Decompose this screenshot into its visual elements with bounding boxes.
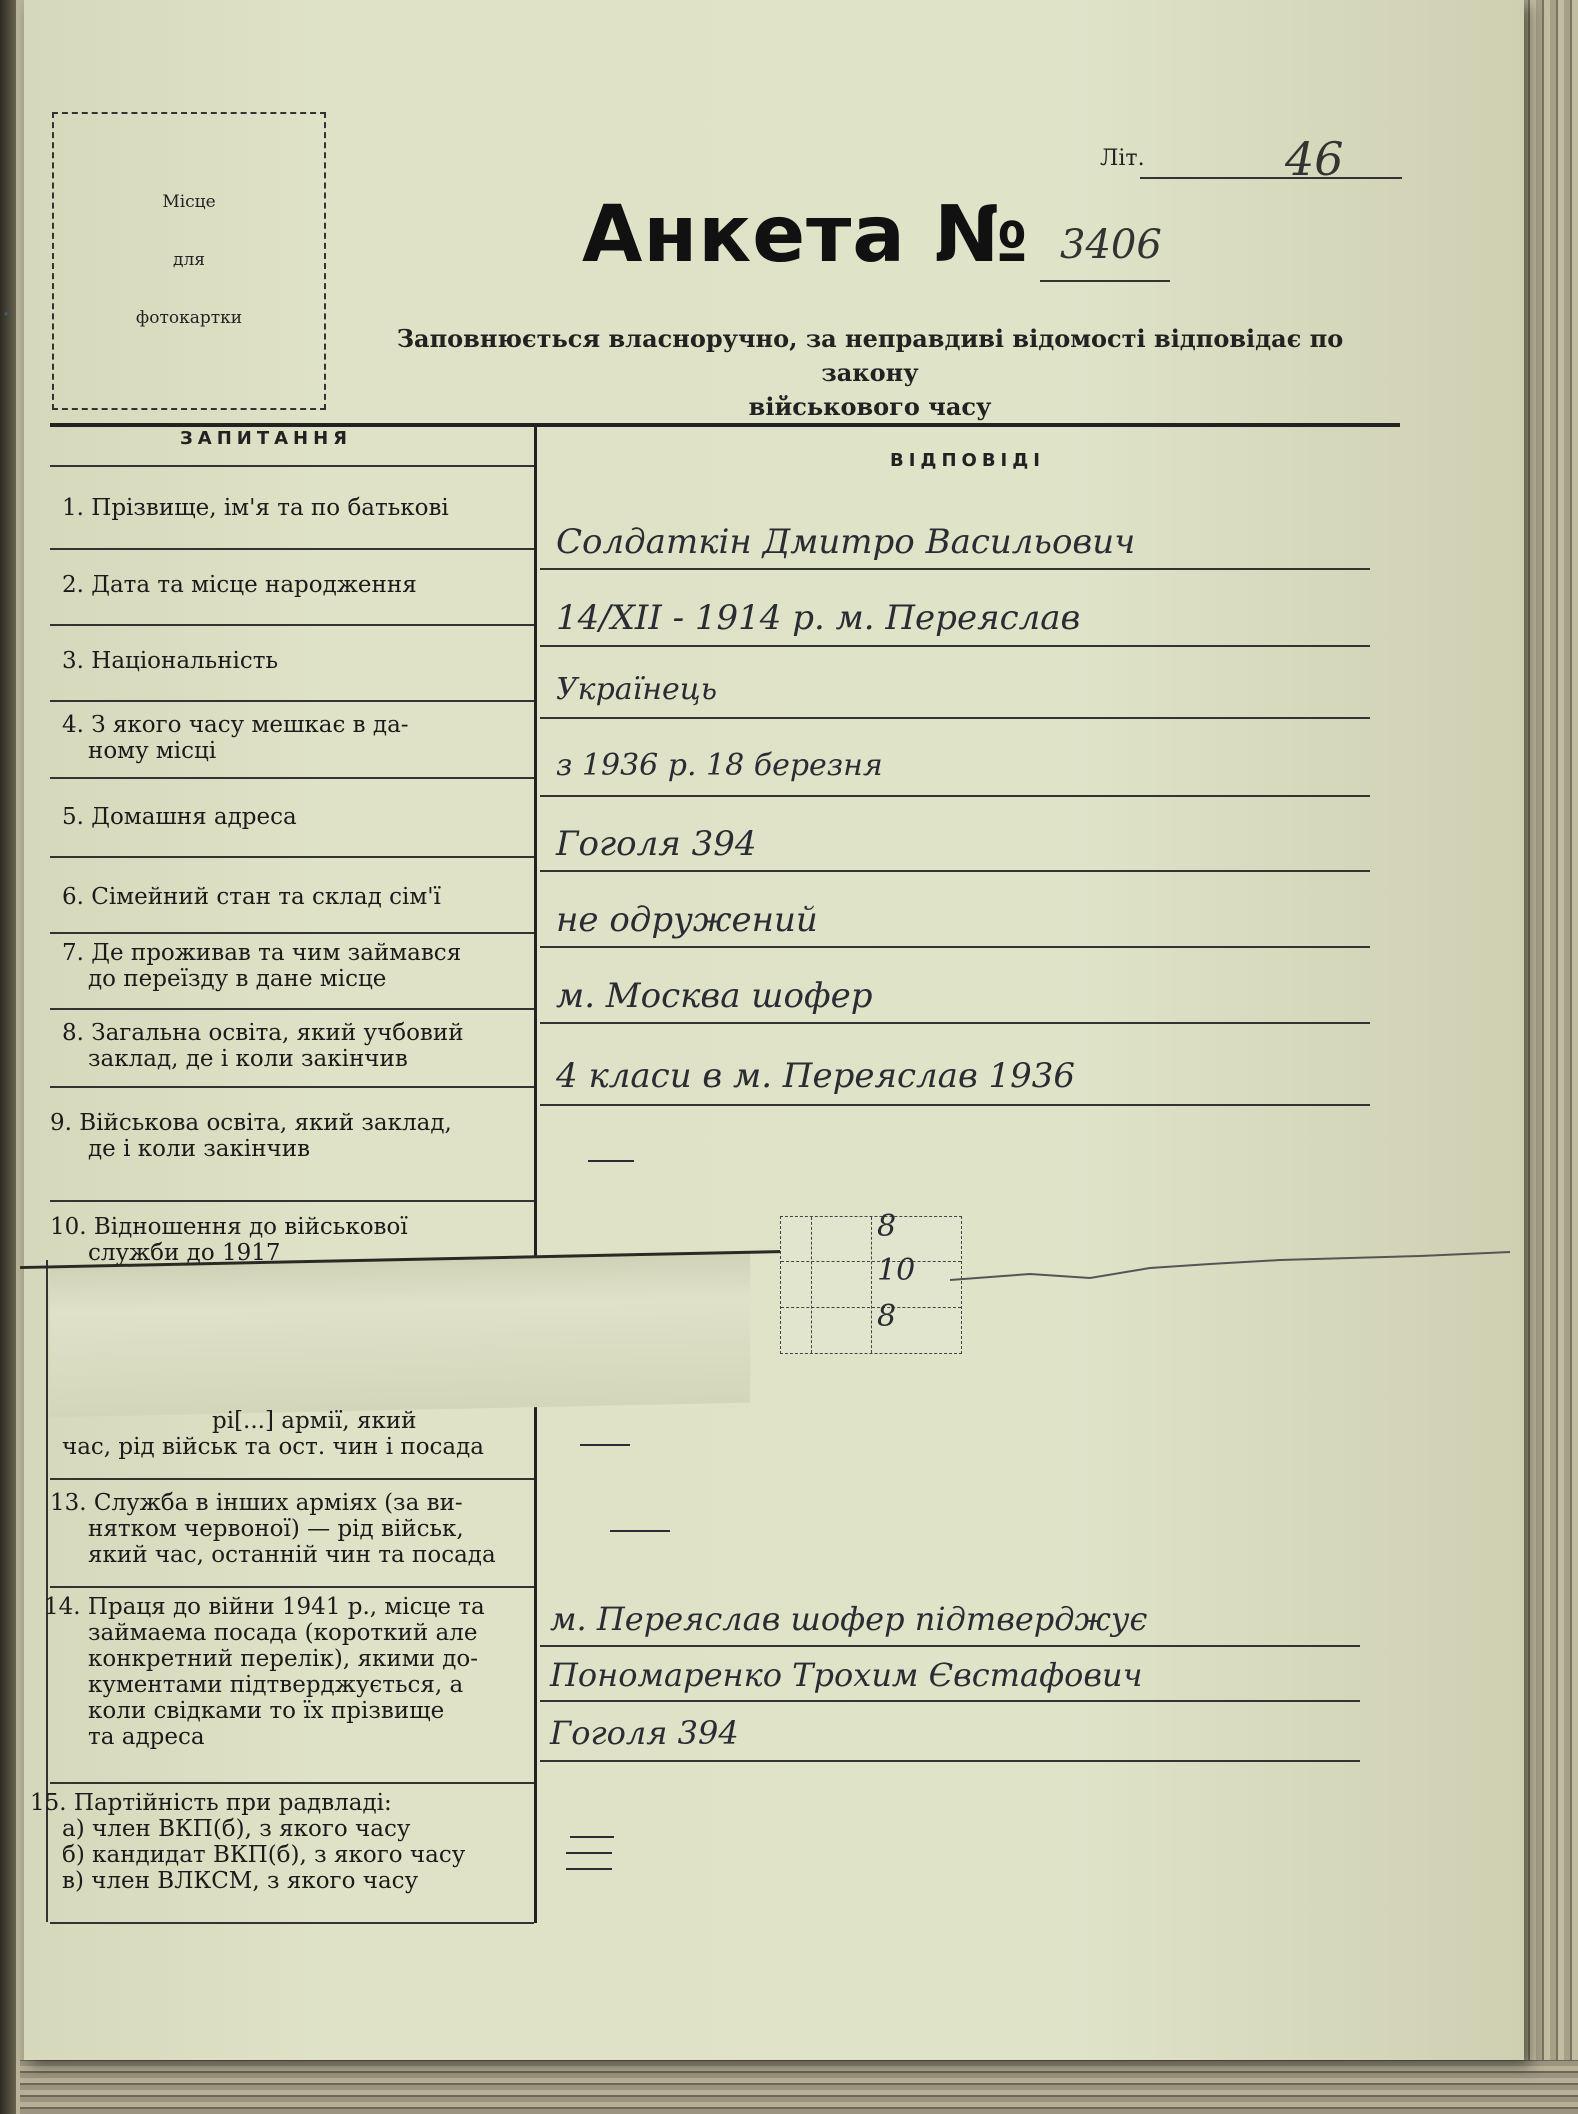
question-8-line-2: заклад, де і коли закінчив bbox=[88, 1046, 408, 1072]
margin-mark: · bbox=[2, 300, 11, 330]
row-rule bbox=[50, 548, 534, 550]
question-4-line-1: 4. З якого часу мешкає в да- bbox=[62, 712, 409, 738]
form-number: 3406 bbox=[1060, 222, 1162, 268]
question-6 bbox=[62, 884, 441, 910]
row-rule bbox=[50, 1086, 534, 1088]
question-8 bbox=[62, 1020, 464, 1072]
question-4-line-2: ному місці bbox=[88, 738, 217, 764]
question-4 bbox=[62, 712, 409, 764]
answer-line bbox=[540, 946, 1370, 948]
answer-14-line-2: Пономаренко Трохим Євстафович bbox=[550, 1656, 1143, 1694]
answer-line bbox=[540, 795, 1370, 797]
question-7-line-2: до переїзду в дане місце bbox=[88, 966, 387, 992]
answer-line bbox=[540, 717, 1370, 719]
question-5-line: 5. Домашня адреса bbox=[62, 804, 297, 830]
question-6-line: 6. Сімейний стан та склад сім'ї bbox=[62, 884, 441, 910]
question-14 bbox=[44, 1594, 485, 1750]
question-2 bbox=[62, 572, 417, 598]
question-15-line-1: 15. Партійність при радвладі: bbox=[30, 1790, 392, 1816]
answer-14-line-3: Гоголя 394 bbox=[550, 1714, 739, 1752]
answer-15-dash-3 bbox=[566, 1868, 612, 1870]
answer-14-line-1: м. Переяслав шофер підтверджує bbox=[550, 1600, 1148, 1638]
answer-13-dash bbox=[610, 1530, 670, 1532]
photo-label-1: Місце bbox=[162, 192, 216, 212]
photo-label-2: для bbox=[173, 250, 205, 270]
answer-4: з 1936 р. 18 березня bbox=[556, 748, 883, 783]
answer-3: Українець bbox=[556, 672, 718, 707]
row-rule bbox=[50, 856, 534, 858]
question-13-line-1: 13. Служба в інших арміях (за ви- bbox=[50, 1490, 463, 1516]
photo-placeholder bbox=[52, 112, 326, 410]
page-title: Анкета № bbox=[582, 190, 1029, 280]
lit-label: Літ. bbox=[1100, 146, 1145, 171]
question-1-line: 1. Прізвище, ім'я та по батькові bbox=[62, 495, 449, 521]
answer-9-dash bbox=[588, 1160, 634, 1162]
question-12-line-2: час, рід військ та ост. чин і посада bbox=[62, 1434, 485, 1460]
row-rule bbox=[50, 777, 534, 779]
question-9-line-2: де і коли закінчив bbox=[88, 1136, 311, 1162]
stamp-mark-3: 8 bbox=[877, 1299, 897, 1334]
paper-crease bbox=[950, 1250, 1510, 1290]
question-14-line-5: коли свідками то їх прізвище bbox=[88, 1698, 445, 1724]
question-14-line-4: кументами підтверджується, а bbox=[88, 1672, 464, 1698]
row-rule bbox=[50, 1200, 534, 1202]
row-rule bbox=[50, 624, 534, 626]
row-rule bbox=[50, 1922, 534, 1924]
answer-15-dash-1 bbox=[570, 1836, 614, 1838]
row-rule bbox=[50, 1782, 534, 1784]
answer-1: Солдаткін Дмитро Васильович bbox=[556, 522, 1136, 562]
answer-line bbox=[540, 1022, 1370, 1024]
answers-header: ВІДПОВІДІ bbox=[890, 450, 1045, 471]
page-stack-bottom bbox=[20, 2060, 1578, 2114]
questions-header: ЗАПИТАННЯ bbox=[180, 428, 353, 449]
grid-v-line bbox=[871, 1217, 872, 1353]
question-12-line-1: рі[...] армії, який bbox=[212, 1408, 417, 1434]
question-15-line-2: а) член ВКП(б), з якого часу bbox=[62, 1816, 411, 1842]
answer-6: не одружений bbox=[556, 900, 818, 940]
answer-2: 14/XII - 1914 р. м. Переяслав bbox=[556, 598, 1081, 638]
page-stack-right bbox=[1522, 0, 1578, 2114]
answer-8: 4 класи в м. Переяслав 1936 bbox=[556, 1056, 1076, 1096]
question-9 bbox=[50, 1110, 452, 1162]
question-14-line-2: займаема посада (короткий але bbox=[88, 1620, 478, 1646]
answer-line bbox=[540, 1760, 1360, 1762]
question-1 bbox=[62, 495, 449, 521]
subtitle-line-1: Заповнюється власноручно, за неправдиві відомості відповідає по закону bbox=[396, 324, 1344, 387]
answer-line bbox=[540, 1700, 1360, 1702]
question-9-line-1: 9. Військова освіта, який заклад, bbox=[50, 1110, 452, 1136]
lit-underline bbox=[1140, 177, 1402, 179]
answer-line bbox=[540, 1104, 1370, 1106]
row-rule bbox=[50, 932, 534, 934]
question-10-line-1: 10. Відношення до військової bbox=[50, 1214, 408, 1240]
row-rule bbox=[50, 1586, 534, 1588]
answer-12-dash bbox=[580, 1444, 630, 1446]
column-separator bbox=[534, 423, 537, 1923]
answer-7: м. Москва шофер bbox=[556, 976, 873, 1016]
answer-line bbox=[540, 1645, 1360, 1647]
question-15 bbox=[30, 1790, 465, 1894]
stamp-mark-1: 8 bbox=[877, 1209, 897, 1244]
stamp-mark-2: 10 bbox=[877, 1253, 916, 1288]
table-top-rule bbox=[50, 423, 1400, 427]
answer-15-dash-2 bbox=[566, 1852, 612, 1854]
question-13 bbox=[50, 1490, 496, 1568]
answer-line bbox=[540, 645, 1370, 647]
answer-line bbox=[540, 568, 1370, 570]
question-13-line-2: нятком червоної) — рід військ, bbox=[88, 1516, 464, 1542]
question-10-line-2: служби до 1917 bbox=[88, 1240, 281, 1266]
question-8-line-1: 8. Загальна освіта, який учбовий bbox=[62, 1020, 464, 1046]
question-14-line-1: 14. Праця до війни 1941 р., місце та bbox=[44, 1594, 485, 1620]
taped-patch bbox=[50, 1253, 750, 1418]
question-7-line-1: 7. Де проживав та чим займався bbox=[62, 940, 462, 966]
subtitle-line-2: військового часу bbox=[748, 392, 992, 421]
answer-line bbox=[540, 870, 1370, 872]
row-rule bbox=[50, 1478, 534, 1480]
row-rule bbox=[50, 1008, 534, 1010]
question-12 bbox=[62, 1408, 484, 1460]
row-rule bbox=[50, 700, 534, 702]
grid-stamp bbox=[780, 1209, 962, 1354]
lit-value: 46 bbox=[1285, 132, 1344, 186]
question-2-line: 2. Дата та місце народження bbox=[62, 572, 417, 598]
page-subtitle bbox=[350, 322, 1390, 424]
question-3 bbox=[62, 648, 278, 674]
grid-v-line bbox=[811, 1217, 812, 1353]
question-7 bbox=[62, 940, 461, 992]
header-rule bbox=[50, 465, 534, 467]
form-number-underline bbox=[1040, 280, 1170, 282]
question-15-line-4: в) член ВЛКСМ, з якого часу bbox=[62, 1868, 419, 1894]
question-14-line-6: та адреса bbox=[88, 1724, 205, 1750]
question-5 bbox=[62, 804, 297, 830]
photo-label-3: фотокартки bbox=[135, 308, 243, 328]
answer-5: Гоголя 394 bbox=[556, 824, 757, 864]
question-15-line-3: б) кандидат ВКП(б), з якого часу bbox=[62, 1842, 466, 1868]
question-14-line-3: конкретний перелік), якими до- bbox=[88, 1646, 479, 1672]
question-13-line-3: який час, останній чин та посада bbox=[88, 1542, 496, 1568]
question-3-line: 3. Національність bbox=[62, 648, 279, 674]
